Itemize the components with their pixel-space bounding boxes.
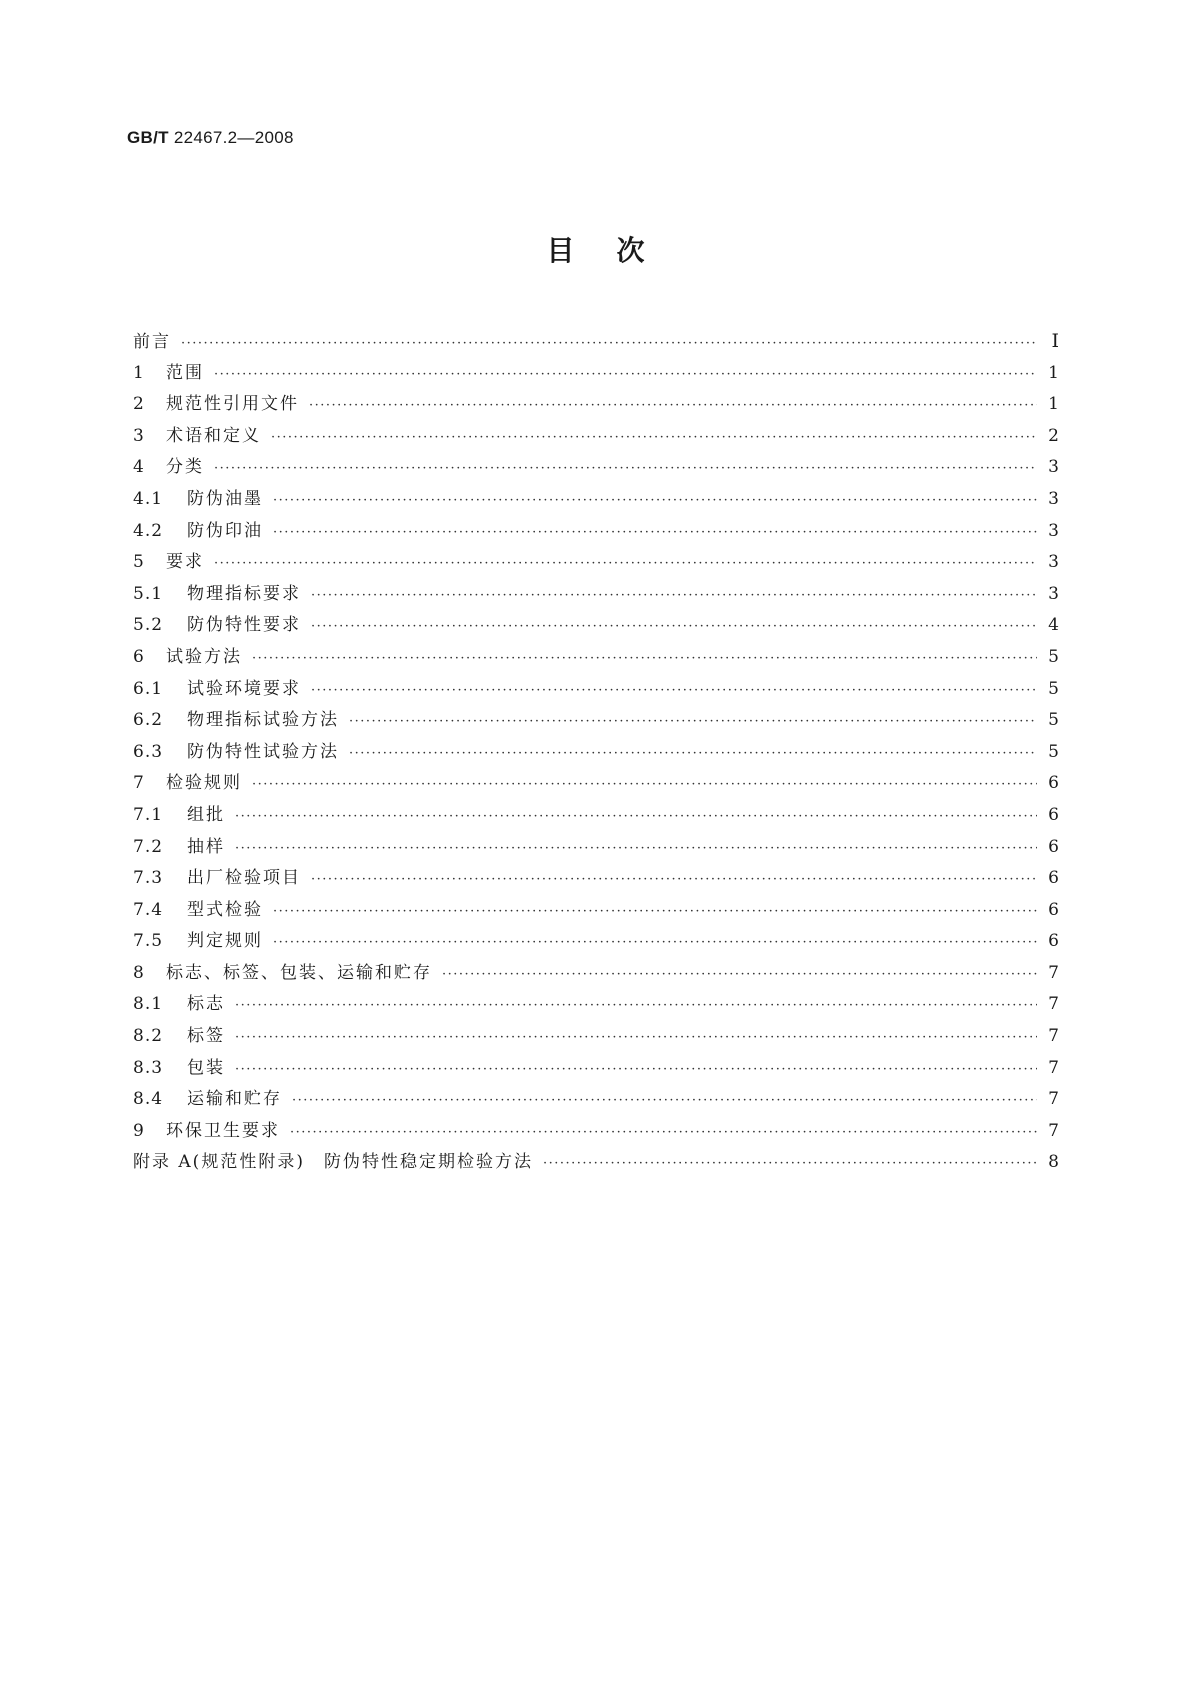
toc-entry-page: 3 <box>1048 488 1059 509</box>
toc-entry-number: 6.1 <box>133 678 164 699</box>
toc-entry[interactable] <box>133 642 1059 674</box>
toc-entry-label: 防伪印油 <box>187 520 263 541</box>
toc-entry-label: 防伪油墨 <box>187 488 263 509</box>
toc-entry-page: 7 <box>1048 962 1059 983</box>
table-of-contents <box>133 326 1059 1179</box>
toc-entry-number: 6.2 <box>133 710 164 731</box>
toc-entry-label: 抽样 <box>187 836 225 857</box>
toc-entry-page: 7 <box>1048 1089 1059 1110</box>
toc-entry-number: 2 <box>133 394 145 415</box>
toc-entry[interactable] <box>133 989 1059 1021</box>
toc-entry[interactable] <box>133 863 1059 895</box>
toc-entry[interactable] <box>133 484 1059 516</box>
standard-number <box>127 128 294 148</box>
toc-entry-label: 环保卫生要求 <box>166 1120 280 1141</box>
toc-entry[interactable] <box>133 926 1059 958</box>
toc-entry-number: 8.2 <box>133 1026 164 1047</box>
toc-entry-number: 8.1 <box>133 994 164 1015</box>
toc-entry-label: 分类 <box>166 457 204 478</box>
toc-entry-number: 6 <box>133 646 145 667</box>
toc-leader-dots <box>311 580 1037 611</box>
toc-entry-label: 包装 <box>187 1057 225 1078</box>
toc-entry-page: 7 <box>1048 1057 1059 1078</box>
toc-entry-number: 8.4 <box>133 1089 164 1110</box>
toc-entry-page: 4 <box>1048 615 1059 636</box>
toc-entry-page: 6 <box>1048 836 1059 857</box>
toc-entry[interactable] <box>133 421 1059 453</box>
toc-entry[interactable] <box>133 800 1059 832</box>
toc-entry-page: 7 <box>1048 1120 1059 1141</box>
toc-entry[interactable] <box>133 832 1059 864</box>
toc-entry-label: 标志 <box>187 994 225 1015</box>
toc-entry-page: 1 <box>1048 362 1059 383</box>
toc-entry-number: 4.1 <box>133 488 164 509</box>
toc-entry-label: 前言 <box>133 332 171 352</box>
toc-leader-dots <box>290 1117 1037 1148</box>
toc-leader-dots <box>442 959 1037 990</box>
toc-entry[interactable] <box>133 326 1059 358</box>
toc-entry[interactable] <box>133 547 1059 579</box>
toc-entry-label: 标志、标签、包装、运输和贮存 <box>166 962 432 983</box>
toc-entry-label: 物理指标试验方法 <box>187 710 339 731</box>
toc-entry-page: 2 <box>1048 425 1059 446</box>
toc-leader-dots <box>349 738 1037 769</box>
toc-entry-page: 5 <box>1048 646 1059 667</box>
toc-entry-page: 6 <box>1048 804 1059 825</box>
toc-entry[interactable] <box>133 737 1059 769</box>
toc-entry[interactable] <box>133 1147 1059 1179</box>
page-title: 目次 <box>546 234 687 267</box>
toc-leader-dots <box>311 864 1037 895</box>
toc-leader-dots <box>252 643 1037 674</box>
toc-entry-label: 规范性引用文件 <box>166 394 299 415</box>
toc-entry-label: 出厂检验项目 <box>187 868 301 889</box>
toc-entry-page: 3 <box>1048 520 1059 541</box>
toc-entry-page: 3 <box>1048 457 1059 478</box>
toc-entry-page: Ⅰ <box>1051 330 1059 352</box>
toc-entry-page: 5 <box>1048 741 1059 762</box>
toc-entry[interactable] <box>133 389 1059 421</box>
toc-entry[interactable] <box>133 1053 1059 1085</box>
toc-leader-dots <box>235 990 1037 1021</box>
toc-leader-dots <box>273 517 1037 548</box>
toc-entry[interactable] <box>133 1084 1059 1116</box>
toc-entry-number: 1 <box>133 362 145 383</box>
toc-leader-dots <box>235 1022 1037 1053</box>
toc-leader-dots <box>235 833 1037 864</box>
toc-entry-label: 判定规则 <box>187 931 263 952</box>
toc-leader-dots <box>273 896 1037 927</box>
toc-entry-label: 检验规则 <box>166 773 242 794</box>
toc-entry[interactable] <box>133 768 1059 800</box>
toc-entry-label: 型式检验 <box>187 899 263 920</box>
toc-entry-number: 7.2 <box>133 836 164 857</box>
toc-leader-dots <box>235 801 1037 832</box>
toc-entry[interactable] <box>133 1116 1059 1148</box>
toc-leader-dots <box>214 359 1037 390</box>
toc-entry-page: 5 <box>1048 678 1059 699</box>
toc-entry-number: 9 <box>133 1120 145 1141</box>
toc-entry-label: 试验方法 <box>166 646 242 667</box>
toc-entry[interactable] <box>133 1021 1059 1053</box>
standard-code: 22467.2—2008 <box>173 128 294 147</box>
toc-entry[interactable] <box>133 579 1059 611</box>
toc-entry[interactable] <box>133 895 1059 927</box>
toc-entry[interactable] <box>133 674 1059 706</box>
toc-entry-number: 6.3 <box>133 741 164 762</box>
toc-leader-dots <box>214 453 1037 484</box>
toc-entry[interactable] <box>133 610 1059 642</box>
toc-leader-dots <box>181 328 1037 358</box>
toc-leader-dots <box>543 1148 1037 1179</box>
toc-entry-page: 5 <box>1048 710 1059 731</box>
toc-entry[interactable] <box>133 958 1059 990</box>
toc-entry-label: 试验环境要求 <box>187 678 301 699</box>
toc-leader-dots <box>309 390 1037 421</box>
toc-entry-page: 6 <box>1048 899 1059 920</box>
toc-entry-number: 8 <box>133 962 145 983</box>
toc-entry-label: 组批 <box>187 804 225 825</box>
toc-entry-number: 4.2 <box>133 520 164 541</box>
toc-entry-number: 8.3 <box>133 1057 164 1078</box>
toc-entry-number: 7.5 <box>133 931 164 952</box>
toc-entry-page: 6 <box>1048 868 1059 889</box>
toc-leader-dots <box>252 769 1037 800</box>
toc-entry-label: 范围 <box>166 362 204 383</box>
toc-entry-number: 7.1 <box>133 804 164 825</box>
toc-entry-number: 3 <box>133 425 145 446</box>
toc-entry-page: 3 <box>1048 552 1059 573</box>
toc-entry-number: 7.4 <box>133 899 164 920</box>
toc-entry[interactable] <box>133 358 1059 390</box>
toc-leader-dots <box>311 675 1037 706</box>
toc-entry-label: 物理指标要求 <box>187 583 301 604</box>
toc-entry[interactable] <box>133 516 1059 548</box>
toc-entry-label: 附录 A(规范性附录) 防伪特性稳定期检验方法 <box>133 1152 533 1173</box>
toc-leader-dots <box>273 485 1037 516</box>
toc-entry-number: 4 <box>133 457 145 478</box>
toc-entry-page: 7 <box>1048 994 1059 1015</box>
toc-entry-number: 5.2 <box>133 615 164 636</box>
toc-entry-page: 7 <box>1048 1026 1059 1047</box>
toc-leader-dots <box>292 1085 1037 1116</box>
toc-entry-number: 5.1 <box>133 583 164 604</box>
toc-leader-dots <box>273 927 1037 958</box>
toc-entry-label: 防伪特性试验方法 <box>187 741 339 762</box>
toc-entry-number: 7.3 <box>133 868 164 889</box>
toc-leader-dots <box>271 422 1037 453</box>
toc-entry-label: 运输和贮存 <box>187 1089 282 1110</box>
toc-entry-label: 防伪特性要求 <box>187 615 301 636</box>
toc-entry[interactable] <box>133 705 1059 737</box>
toc-entry-page: 3 <box>1048 583 1059 604</box>
toc-entry-page: 6 <box>1048 773 1059 794</box>
toc-entry-number: 7 <box>133 773 145 794</box>
toc-entry[interactable] <box>133 452 1059 484</box>
toc-entry-label: 术语和定义 <box>166 425 261 446</box>
toc-leader-dots <box>214 548 1037 579</box>
toc-entry-label: 要求 <box>166 552 204 573</box>
toc-entry-label: 标签 <box>187 1026 225 1047</box>
toc-entry-number: 5 <box>133 552 145 573</box>
toc-entry-page: 6 <box>1048 931 1059 952</box>
standard-prefix: GB/T <box>127 128 169 147</box>
toc-entry-page: 8 <box>1048 1152 1059 1173</box>
toc-leader-dots <box>235 1054 1037 1085</box>
toc-leader-dots <box>311 611 1037 642</box>
toc-entry-page: 1 <box>1048 394 1059 415</box>
toc-leader-dots <box>349 706 1037 737</box>
